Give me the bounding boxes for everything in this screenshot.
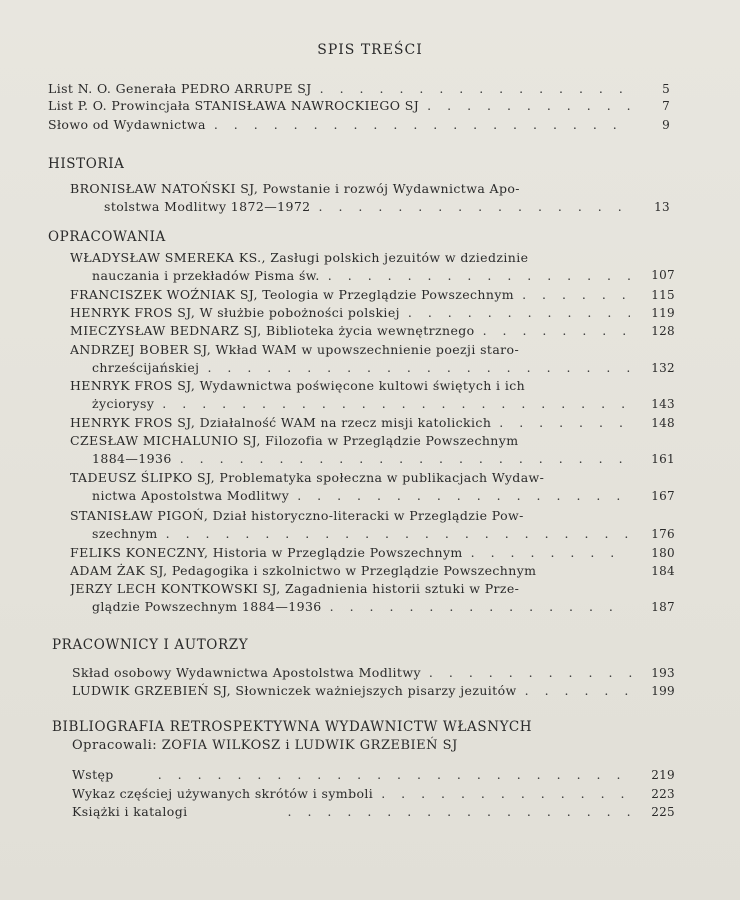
toc-entry: LUDWIK GRZEBIEŃ SJ, Słowniczek ważniejszych pisarzy jezuitów . . .	[72, 682, 632, 700]
toc-entry: MIECZYSŁAW BEDNARZ SJ, Biblioteka życia wewnętrznego . . .	[70, 322, 630, 340]
toc-entry: HENRYK FROS SJ, W służbie pobożności polskiej . . .	[70, 304, 630, 322]
page-number: 161	[651, 452, 675, 466]
page-number: 128	[651, 324, 675, 338]
toc-entry: FELIKS KONECZNY, Historia w Przeglądzie Powszechnym . . .	[70, 544, 630, 562]
page-number: 9	[662, 118, 670, 132]
toc-entry: List N. O. Generała PEDRO ARRUPE SJ . . .	[48, 80, 631, 98]
page-number: 148	[651, 416, 675, 430]
page-number: 187	[651, 600, 675, 614]
section-heading-bibliografia: BIBLIOGRAFIA RETROSPEKTYWNA WYDAWNICTW WŁASNYCH	[52, 719, 533, 735]
page-number: 5	[662, 82, 670, 96]
toc-entry: Skład osobowy Wydawnictwa Apostolstwa Modlitwy . . .	[72, 664, 632, 682]
page-number: 199	[651, 684, 675, 698]
section-subheading: Opracowali: ZOFIA WILKOSZ i LUDWIK GRZEBIEŃ SJ	[72, 738, 458, 753]
page-number: 13	[654, 200, 670, 214]
section-heading-opracowania: OPRACOWANIA	[48, 229, 166, 245]
page-number: 7	[662, 99, 670, 113]
page-number: 180	[651, 546, 675, 560]
toc-entry: Wstęp . . .	[72, 766, 632, 784]
page-number: 132	[651, 361, 675, 375]
toc-entry: STANISŁAW PIGOŃ, Dział historyczno-literacki w Przeglądzie Pow- szechnym . . .	[70, 507, 630, 543]
page-number: 184	[651, 564, 675, 578]
section-heading-historia: HISTORIA	[48, 156, 125, 172]
toc-entry: HENRYK FROS SJ, Wydawnictwa poświęcone kultowi świętych i ich życiorysy . . .	[70, 377, 630, 413]
page-number: 219	[651, 768, 675, 782]
page-number: 107	[651, 268, 675, 282]
toc-entry: List P. O. Prowincjała STANISŁAWA NAWROCKIEGO SJ . . .	[48, 97, 631, 115]
page-number: 176	[651, 527, 675, 541]
toc-entry: HENRYK FROS SJ, Działalność WAM na rzecz misji katolickich . . .	[70, 414, 630, 432]
page-number: 193	[651, 666, 675, 680]
page-title: SPIS TREŚCI	[317, 42, 423, 58]
section-heading-pracownicy: PRACOWNICY I AUTORZY	[52, 637, 249, 653]
toc-entry: TADEUSZ ŚLIPKO SJ, Problematyka społeczna w publikacjach Wydaw- nictwa Apostolstwa Modlitwy . . .	[70, 469, 630, 505]
page-number: 223	[651, 787, 675, 801]
toc-entry: Słowo od Wydawnictwa . . .	[48, 116, 631, 134]
page-number: 167	[651, 489, 675, 503]
toc-entry: WŁADYSŁAW SMEREKA KS., Zasługi polskich jezuitów w dziedzinie nauczania i przekładów Pisma św. . . .	[70, 249, 630, 285]
toc-entry: ADAM ŻAK SJ, Pedagogika i szkolnictwo w Przeglądzie Powszechnym	[70, 563, 537, 578]
toc-entry: FRANCISZEK WOŹNIAK SJ, Teologia w Przeglądzie Powszechnym . . .	[70, 286, 630, 304]
toc-entry: Książki i katalogi . . .	[72, 803, 632, 821]
toc-entry: BRONISŁAW NATOŃSKI SJ, Powstanie i rozwój Wydawnictwa Apo- stolstwa Modlitwy 1872—1972 . . .	[70, 180, 630, 216]
page-number: 143	[651, 397, 675, 411]
page-number: 225	[651, 805, 675, 819]
toc-entry: CZESŁAW MICHALUNIO SJ, Filozofia w Przeglądzie Powszechnym 1884—1936 . . .	[70, 432, 630, 468]
page-number: 115	[651, 288, 675, 302]
toc-entry: JERZY LECH KONTKOWSKI SJ, Zagadnienia historii sztuki w Prze- glądzie Powszechnym 1884—1936 . . .	[70, 580, 630, 616]
page-number: 119	[651, 306, 675, 320]
toc-entry: Wykaz częściej używanych skrótów i symboli . . .	[72, 785, 632, 803]
toc-entry: ANDRZEJ BOBER SJ, Wkład WAM w upowszechnienie poezji staro- chrześcijańskiej . . .	[70, 341, 630, 377]
